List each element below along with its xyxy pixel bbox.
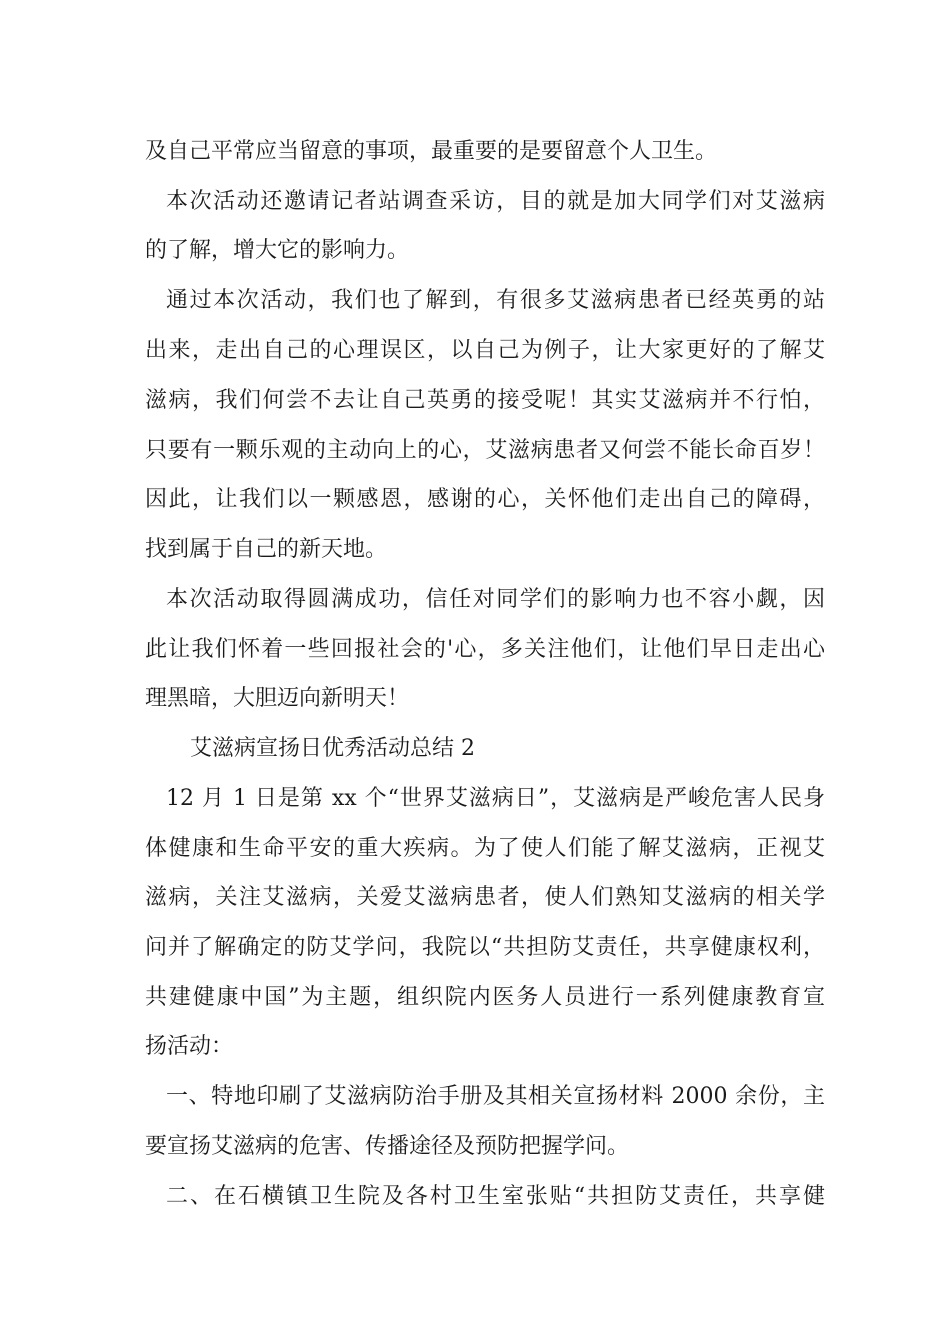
- text-line: 问并了解确定的防艾学问，我院以“共担防艾责任，共享健康权利，: [145, 935, 825, 960]
- text-line: 本次活动取得圆满成功，信任对同学们的影响力也不容小觑，因: [166, 587, 825, 612]
- text-line: 通过本次活动，我们也了解到，有很多艾滋病患者已经英勇的站: [166, 288, 825, 313]
- text-line: 找到属于自己的新天地。: [145, 537, 388, 562]
- text-line: 要宣扬艾滋病的危害、传播途径及预防把握学问。: [145, 1134, 630, 1159]
- text-line: 二、在石横镇卫生院及各村卫生室张贴“共担防艾责任，共享健: [166, 1184, 825, 1209]
- text-line: 此让我们怀着一些回报社会的'心，多关注他们，让他们早日走出心: [145, 637, 825, 662]
- text-line: 理黑暗，大胆迈向新明天！: [145, 686, 410, 711]
- text-line: 共建健康中国”为主题，组织院内医务人员进行一系列健康教育宣: [145, 985, 825, 1010]
- text-line: 体健康和生命平安的重大疾病。为了使人们能了解艾滋病，正视艾: [145, 836, 825, 861]
- text-line: 及自己平常应当留意的事项，最重要的是要留意个人卫生。: [145, 139, 718, 164]
- section-heading: 艾滋病宣扬日优秀活动总结 2: [190, 736, 475, 761]
- text-line: 滋病，关注艾滋病，关爱艾滋病患者，使人们熟知艾滋病的相关学: [145, 885, 825, 910]
- text-line: 只要有一颗乐观的主动向上的心，艾滋病患者又何尝不能长命百岁！: [145, 438, 825, 463]
- text-line: 本次活动还邀请记者站调查采访，目的就是加大同学们对艾滋病: [166, 189, 825, 214]
- text-line: 一、特地印刷了艾滋病防治手册及其相关宣扬材料 2000 余份，主: [166, 1084, 825, 1109]
- text-line: 出来，走出自己的心理误区，以自己为例子，让大家更好的了解艾: [145, 338, 825, 363]
- text-line: 扬活动：: [145, 1034, 234, 1059]
- text-line: 的了解，增大它的影响力。: [145, 238, 410, 263]
- text-line: 因此，让我们以一颗感恩，感谢的心，关怀他们走出自己的障碍，: [145, 487, 825, 512]
- text-line: 滋病，我们何尝不去让自己英勇的接受呢！其实艾滋病并不行怕，: [145, 388, 825, 413]
- text-line: 12 月 1 日是第 xx 个“世界艾滋病日”，艾滋病是严峻危害人民身: [166, 786, 825, 811]
